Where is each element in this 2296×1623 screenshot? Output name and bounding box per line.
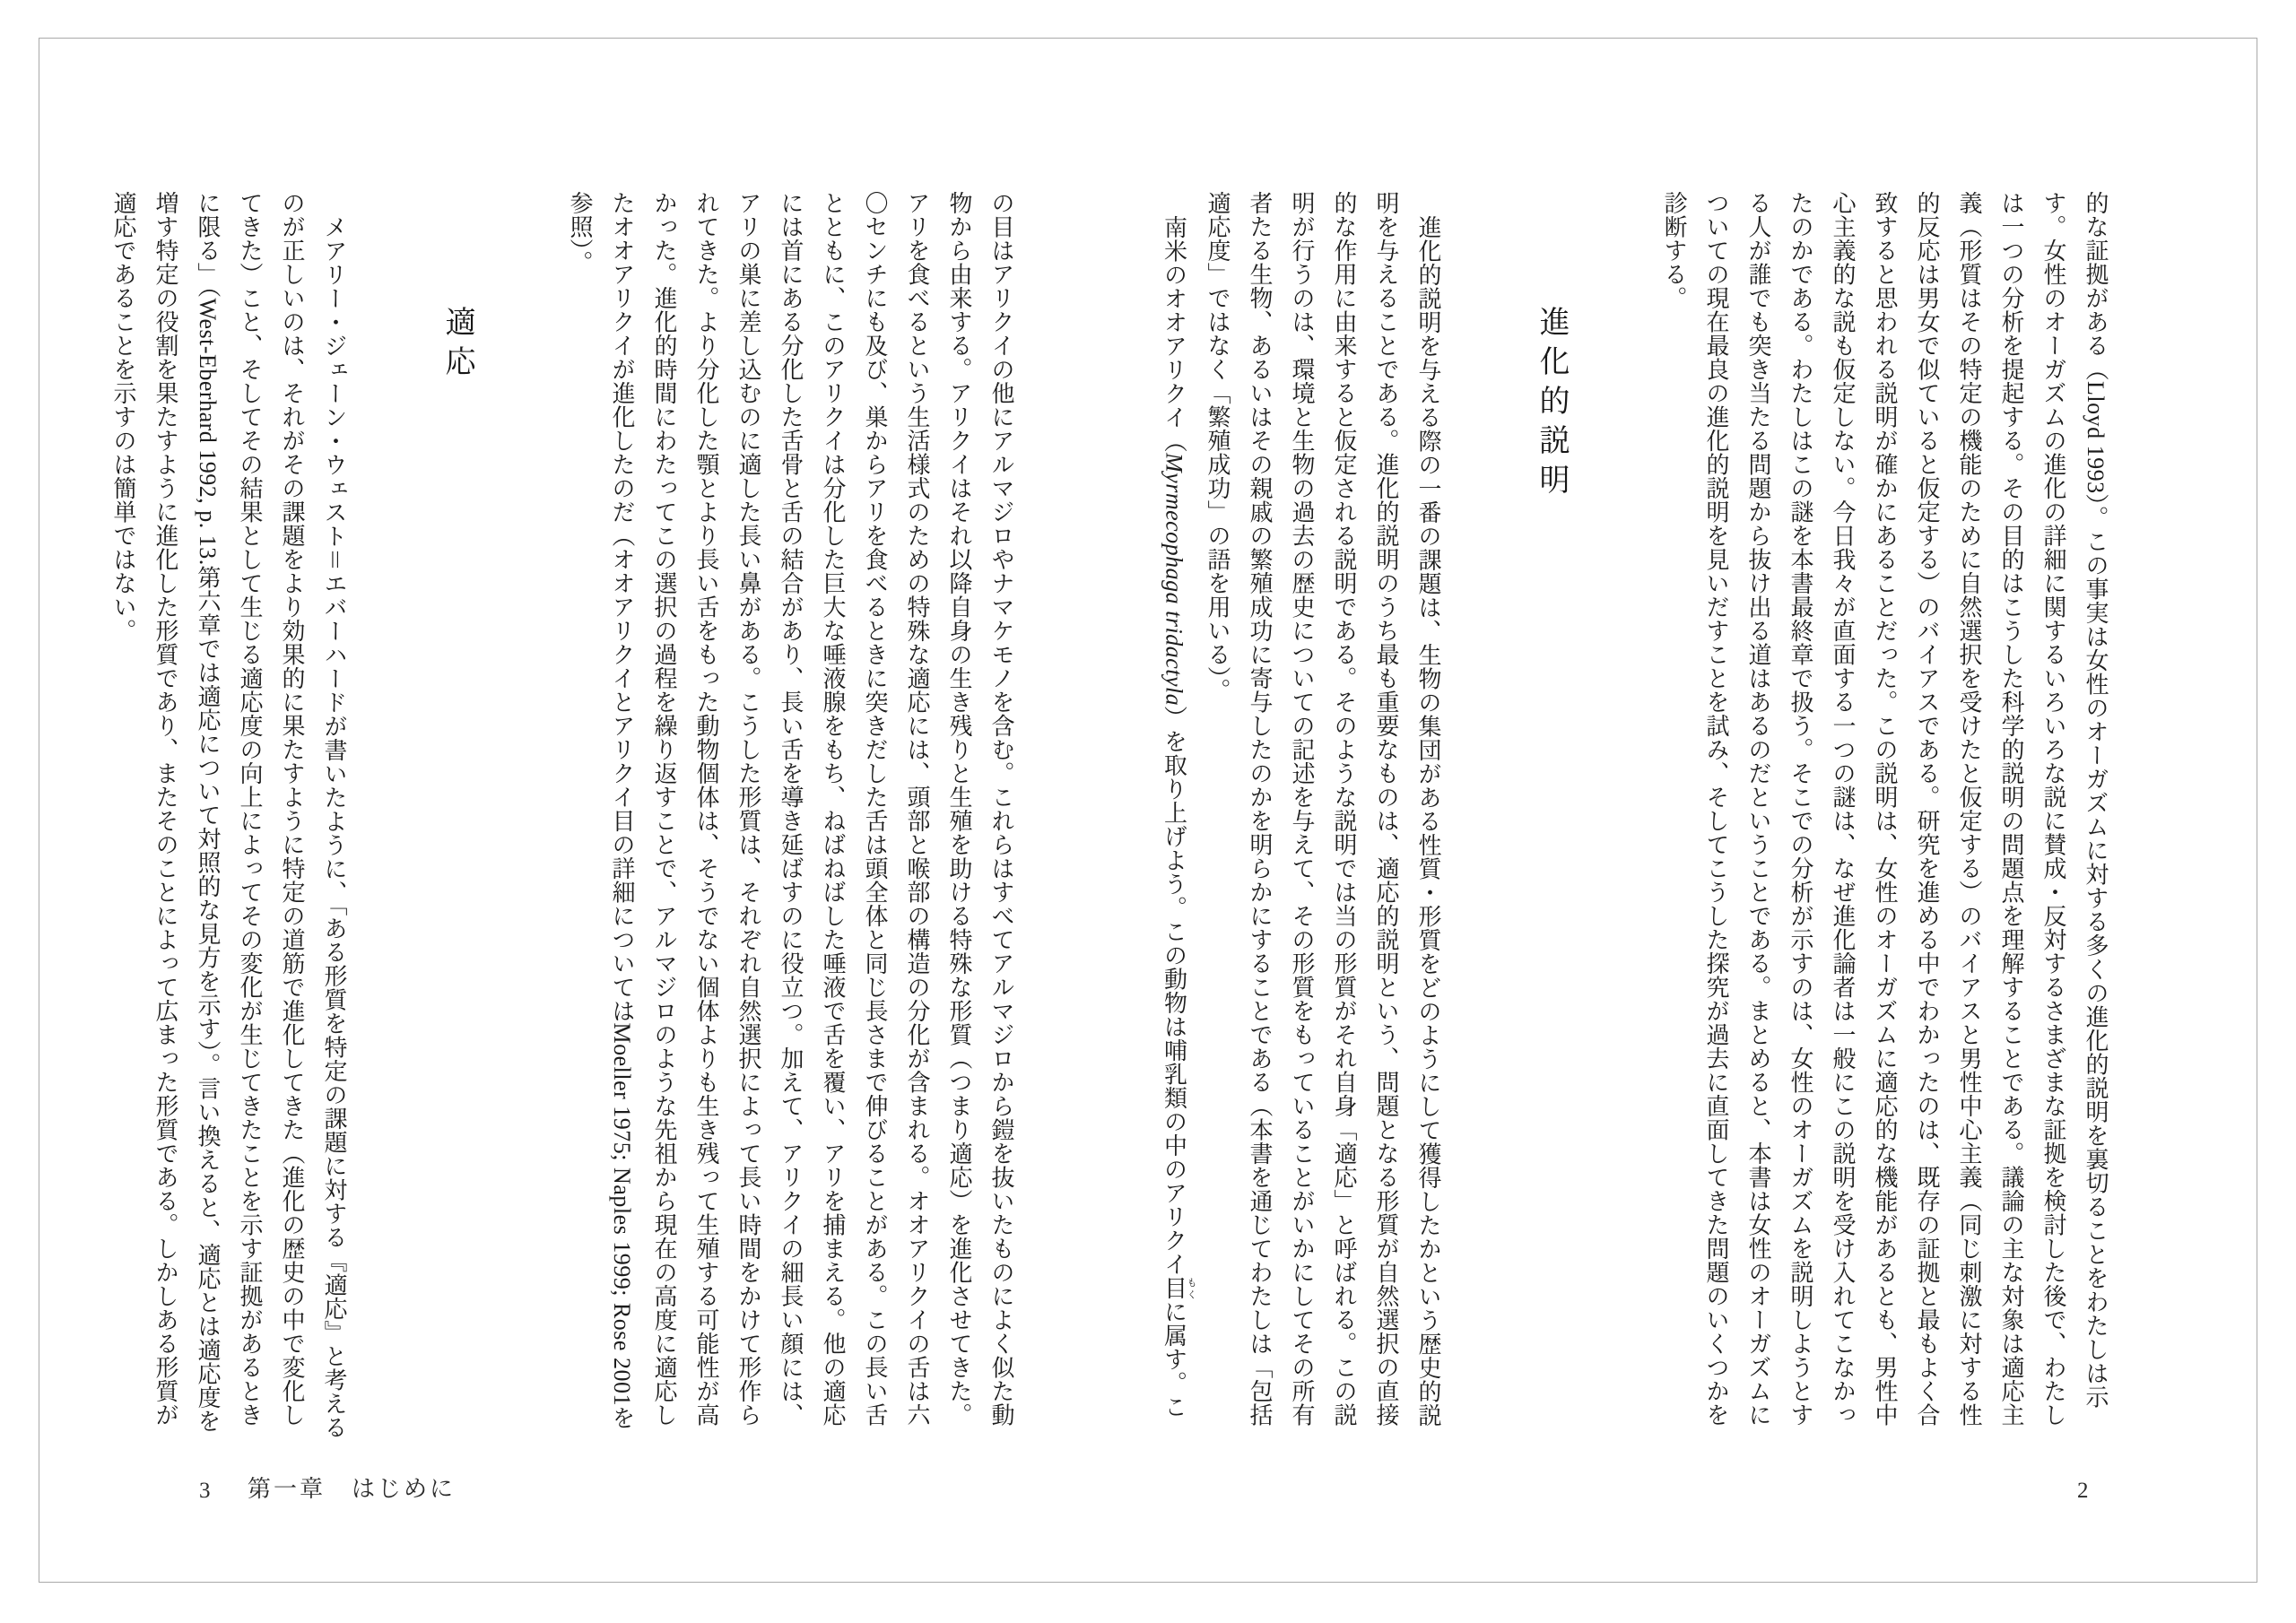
paragraph-continuation: 的な証拠がある（Lloyd 1993）。この事実は女性のオーガズムに対する多くの進化的説明を裏切ることをわたしは示す。女性のオーガズムの進化の詳細に関するいろいろな説に賛成・反対するさまざまな証拠を検討した後で、わたしは一つの分析を提起する。その目的はこうした科学的説明の問題点を理解することである。議論の主な対象は適応主義（形質はその特定の機能のために自然選択を受けたと仮定する）のバイアスと男性中心主義（同じ刺激に対する性的反応は男女で似ていると仮定する）のバイアスである。研究を進める中でわかったのは、既存の証拠と最もよく合致すると思われる説明が確かにあることだった。この説明は、女性のオーガズムに適応的な機能があるとも、男性中心主義的な説も仮定しない。今日我々が直面する一つの謎は、なぜ進化論者は一般にこの説明を受け入れてこなかったのかである。わたしはこの謎を本書最終章で扱う。そこでの分析が示すのは、女性のオーガズムを説明しようとする人が誰でも突き当たる問題から抜け出る道はあるのだということである。まとめると、本書は女性のオーガズムについての現在最良の進化的説明を見いだすことを試み、そしてこうした探究が過去に直面してきた問題のいくつかを診断する。 [1661, 191, 2109, 1427]
page-number-right: 2 [2077, 1479, 2089, 1503]
page-number-left: 3 [199, 1479, 211, 1503]
paragraph-continuation: の目はアリクイの他にアルマジロやナマケモノを含む。これらはすべてアルマジロから鎧を抜いたものによく似た動物から由来する。アリクイはそれ以降自身の生き残りと生殖を助ける特殊な形質（つまり適応）を進化させてきた。アリを食べるという生活様式のための特殊な適応には、頭部と喉部の構造の分化が含まれる。オオアリクイの舌は六〇センチにも及び、巣からアリを食べるときに突きだした舌は頭全体と同じ長さまで伸びることがある。この長い舌とともに、このアリクイは分化した巨大な唾液腺をもち、ねばねばした唾液で舌を覆い、アリを捕まえる。他の適応には首にある分化した舌骨と舌の結合があり、長い舌を導き延ばすのに役立つ。加えて、アリクイの細長い顔には、アリの巣に差し込むのに適した長い鼻がある。こうした形質は、それぞれ自然選択によって長い時間をかけて形作られてきた。より分化した顎とより長い舌をもった動物個体は、そうでない個体よりも生き残って生殖する可能性が高かった。進化的時間にわたってこの選択の過程を繰り返すことで、アルマジロのような先祖から現在の高度に適応したオオアリクイが進化したのだ（オオアリクイとアリクイ目の詳細についてはMoeller 1975; Naples 1999; Rose 2001を参照）。 [567, 191, 1014, 1430]
page-3-text-block [102, 191, 1022, 1439]
paragraph: 南米のオオアリクイ（Myrmecophaga tridactyla）を取り上げよう。この動物は哺乳類の中のアリクイ目もくに属す。こ [1161, 215, 1196, 1419]
paragraph: 進化的説明を与える際の一番の課題は、生物の集団がある性質・形質をどのようにして獲得したかという歴史的説明を与えることである。進化的説明のうち最も重要なものは、適応的説明という、問題となる形質が自然選択の直接的な作用に由来すると仮定される説明である。そのような説明では当の形質がそれ自身「適応」と呼ばれる。この説明が行うのは、環境と生物の過去の歴史についての記述を与えて、その形質をもっていることがいかにしてその所有者たる生物、あるいはその親戚の繁殖成功に寄与したのかを明らかにすることである（本書を通じてわたしは「包括適応度」ではなく「繁殖成功」の語を用いる）。 [1205, 191, 1441, 1428]
section-heading-adaptation: 適応 [440, 306, 474, 385]
paragraph: メアリー・ジェーン・ウェスト＝エバーハードが書いたように、「ある形質を特定の課題に対する『適応』と考えるのが正しいのは、それがその課題をより効果的に果たすように特定の道筋で進化してきた（進化の歴史の中で変化してきた）こと、そしてその結果として生じる適応度の向上によってその変化が生じてきたことを示す証拠があるときに限る」（West-Eberhard 1992, p. 13.第六章では適応について対照的な見方を示す）。言い換えると、適応とは適応度を増す特定の役割を果たすように進化した形質であり、またそのことによって広まった形質である。しかしある形質が適応であることを示すのは簡単ではない。 [110, 191, 347, 1439]
running-title-chapter: 第一章 はじめに [248, 1476, 457, 1502]
section-heading-evolutionary-explanation: 進化的説明 [1535, 306, 1568, 503]
page-2-text-block [1153, 191, 2118, 1439]
